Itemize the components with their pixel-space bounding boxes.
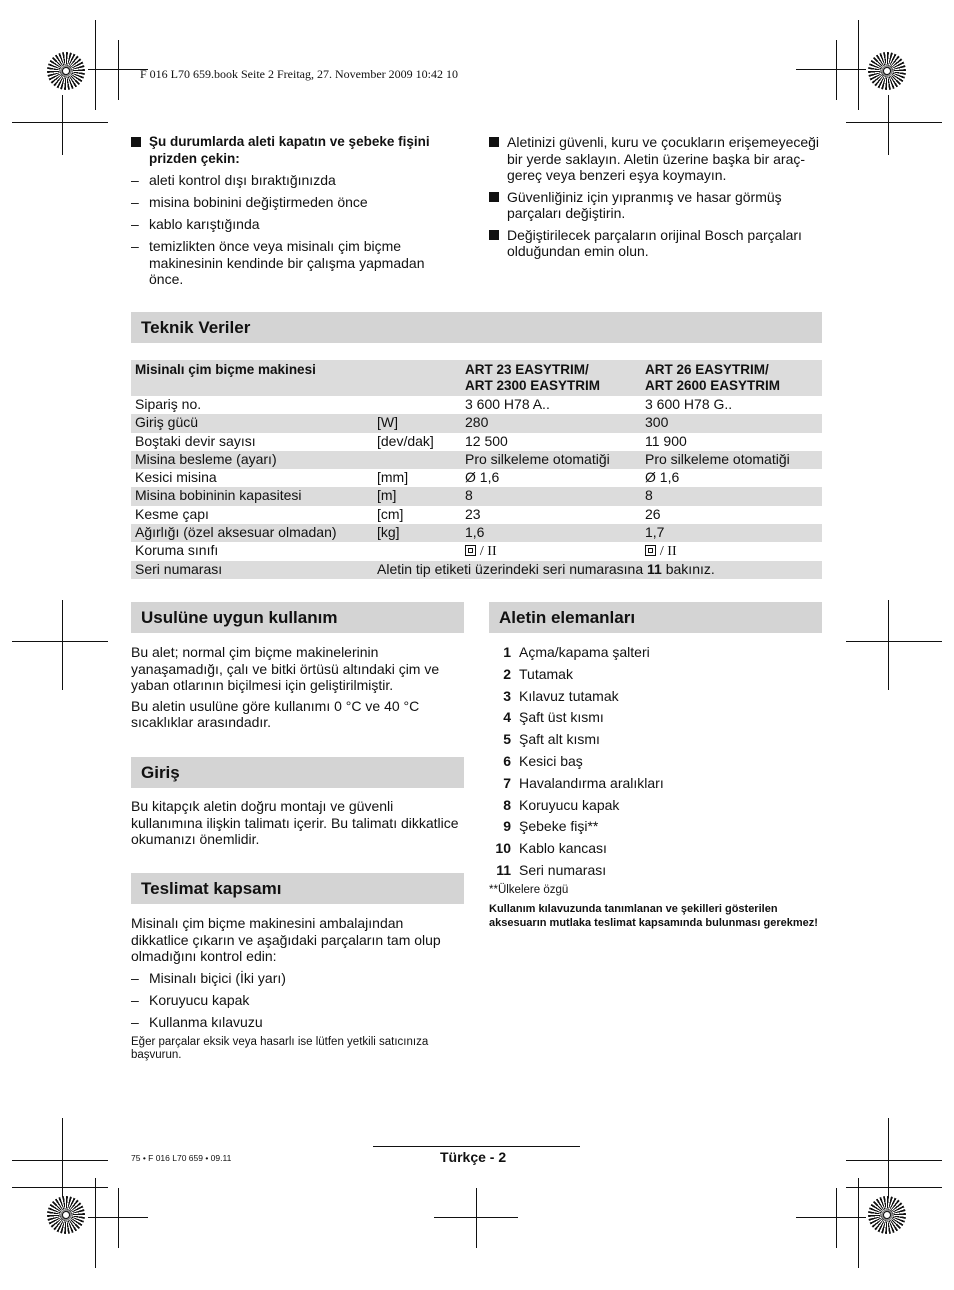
table-cell: Ø 1,6: [645, 469, 680, 486]
table-row: [131, 414, 822, 432]
table-cell: Giriş gücü: [131, 414, 373, 432]
table-cell: 11 900: [645, 432, 687, 449]
table-cell: Sipariş no.: [135, 396, 202, 412]
list-item: 5 Şaft alt kısmı: [503, 731, 600, 748]
table-cell: [373, 451, 461, 469]
table-cell: Misina besleme (ayarı): [131, 451, 373, 469]
table-cell: [m]: [373, 487, 461, 505]
list-item: 4 Şaft üst kısmı: [503, 709, 604, 726]
list-item: Değiştirilecek parçaların orijinal Bosch parçaları olduğundan emin olun.: [489, 227, 822, 260]
list-item: 6 Kesici baş: [503, 752, 583, 769]
table-cell: [373, 542, 461, 560]
footnote: **Ülkelere özgü: [489, 883, 569, 896]
table-cell: 3 600 H78 A..: [465, 396, 550, 412]
table-cell: Aletin tip etiketi üzerindeki seri numarasına 11 bakınız.: [373, 561, 822, 579]
list-item: 11 Seri numarası: [496, 861, 607, 878]
note: Kullanım kılavuzunda tanımlanan ve şekilleri gösterilen aksesuarın mutlaka teslimat kapsamında bulunması gerekmez!: [489, 903, 818, 929]
table-cell: 300: [641, 414, 822, 432]
table-row: [131, 451, 822, 469]
page-number: Türkçe - 2: [440, 1149, 507, 1165]
table-cell: ART 23 EASYTRIM/ ART 2300 EASYTRIM: [461, 360, 641, 396]
footer-code: 75 • F 016 L70 659 • 09.11: [131, 1153, 232, 1163]
table-cell: Kesme çapı: [135, 505, 209, 522]
table-cell: 8: [641, 487, 822, 505]
table-row: [131, 433, 822, 451]
list-item: – Misinalı biçici (İki yarı): [131, 969, 286, 986]
section-title-teknik: Teknik Veriler: [131, 312, 822, 343]
table-cell: [mm]: [377, 469, 409, 486]
paragraph: Bu alet; normal çim biçme makinelerinin yanaşamadığı, çalı ve bitki örtüsü altındaki çim ve yaban otlarının biçilmesi için geliştirilmiştir.: [131, 644, 440, 693]
table-row: [131, 542, 822, 560]
footer-rule: [373, 1146, 580, 1147]
spec-table: [131, 360, 822, 579]
table-header-row: [131, 360, 822, 396]
protection-class-icon: [465, 545, 476, 556]
list-item: 9 Şebeke fişi**: [503, 818, 599, 835]
safety-right: [489, 134, 822, 265]
table-cell: 23: [465, 505, 481, 522]
table-cell: / II: [641, 542, 822, 560]
table-row: [131, 524, 822, 542]
square-bullet-icon: [489, 137, 499, 147]
color-bar-rosette-icon: [868, 1196, 906, 1234]
table-cell: Seri numarası: [131, 561, 373, 579]
section-title-usulune: Usulüne uygun kullanım: [131, 602, 464, 633]
table-cell: Pro silkeleme otomatiği: [461, 451, 641, 469]
table-cell: Koruma sınıfı: [135, 542, 219, 559]
list-item: 8 Koruyucu kapak: [503, 796, 620, 813]
table-cell: 8: [461, 487, 641, 505]
table-cell: [kg]: [373, 524, 461, 542]
list-item: 10 Kablo kancası: [495, 840, 607, 857]
list-item: – kablo karıştığında: [131, 216, 260, 232]
giris-body: [131, 798, 464, 848]
table-row: [131, 506, 822, 524]
usulune-body: [131, 644, 464, 731]
list-item: – temizlikten önce veya misinalı çim biçme makinesinin kendinde bir çalışma yapmadan önce.: [131, 238, 425, 287]
section-title-teslimat: Teslimat kapsamı: [131, 873, 464, 904]
list-item: Aletinizi güvenli, kuru ve çocukların erişemeyeceği bir yerde saklayın. Aletin üzerine başka bir araç-gereç veya benzeri eşya koymayın.: [489, 134, 822, 184]
section-title-giris: Giriş: [131, 757, 464, 788]
paragraph: Bu kitapçık aletin doğru montajı ve güvenli kullanımına ilişkin talimatı içerir. Bu talimatı dikkatlice okumanızı önemlidir.: [131, 798, 459, 847]
table-cell: Kesici misina: [135, 469, 217, 486]
safety-left: [131, 134, 461, 293]
color-bar-rosette-icon: [47, 52, 85, 90]
list-item: – Koruyucu kapak: [131, 991, 250, 1008]
table-cell: [cm]: [377, 505, 404, 522]
square-bullet-icon: [489, 230, 499, 240]
table-cell: 280: [461, 414, 641, 432]
list-item: – aleti kontrol dışı bıraktığınızda: [131, 172, 336, 188]
note: Eğer parçalar eksik veya hasarlı ise lütfen yetkili satıcınıza başvurun.: [131, 1035, 429, 1061]
table-cell: Misina bobininin kapasitesi: [131, 487, 373, 505]
print-header: F 016 L70 659.book Seite 2 Freitag, 27. November 2009 10:42 10: [140, 67, 458, 81]
table-cell: 3 600 H78 G..: [645, 396, 733, 412]
table-cell: Ø 1,6: [465, 469, 500, 486]
table-cell: 1,6: [461, 524, 641, 542]
list-item: 3 Kılavuz tutamak: [503, 687, 619, 704]
teslimat-body: [131, 915, 464, 1063]
section-title-elemanlar: Aletin elemanları: [489, 602, 822, 633]
table-cell: Ağırlığı (özel aksesuar olmadan): [131, 524, 373, 542]
table-cell: ART 26 EASYTRIM/ ART 2600 EASYTRIM: [641, 360, 822, 396]
square-bullet-icon: [489, 192, 499, 202]
paragraph: Misinalı çim biçme makinesini ambalajından dikkatlice çıkarın ve aşağıdaki parçaların tam olup olmadığını kontrol edin:: [131, 915, 441, 964]
table-cell: [373, 396, 461, 414]
table-cell: 1,7: [641, 524, 822, 542]
protection-class-icon: [645, 545, 656, 556]
table-cell: [373, 360, 461, 396]
list-item: 2 Tutamak: [503, 665, 573, 682]
table-cell: 12 500: [465, 432, 508, 449]
table-row: [131, 469, 822, 487]
table-cell: Pro silkeleme otomatiği: [641, 451, 822, 469]
table-cell: Boştaki devir sayısı: [135, 432, 256, 449]
table-cell: [dev/dak]: [377, 432, 434, 449]
table-cell: / II: [461, 542, 641, 560]
list-item: 1 Açma/kapama şalteri: [503, 644, 650, 660]
paragraph: Bu aletin usulüne göre kullanımı 0 °C ve 40 °C sıcaklıklar arasındadır.: [131, 697, 420, 730]
color-bar-rosette-icon: [47, 1196, 85, 1234]
table-row: [131, 396, 822, 414]
square-bullet-icon: [131, 137, 141, 147]
components-list: [489, 644, 822, 930]
list-item: – misina bobinini değiştirmeden önce: [131, 194, 368, 210]
list-item: Güvenliğiniz için yıpranmış ve hasar görmüş parçaları değiştirin.: [489, 189, 822, 222]
table-cell: [W]: [373, 414, 461, 432]
table-cell: Misinalı çim biçme makinesi: [131, 360, 373, 396]
table-row: [131, 487, 822, 505]
list-item: 7 Havalandırma aralıkları: [503, 774, 664, 791]
list-item: – Kullanma kılavuzu: [131, 1013, 263, 1030]
table-cell: 26: [645, 505, 661, 522]
table-row: [131, 561, 822, 579]
color-bar-rosette-icon: [868, 52, 906, 90]
safety-heading: Şu durumlarda aleti kapatın ve şebeke fişini prizden çekin:: [131, 134, 461, 167]
